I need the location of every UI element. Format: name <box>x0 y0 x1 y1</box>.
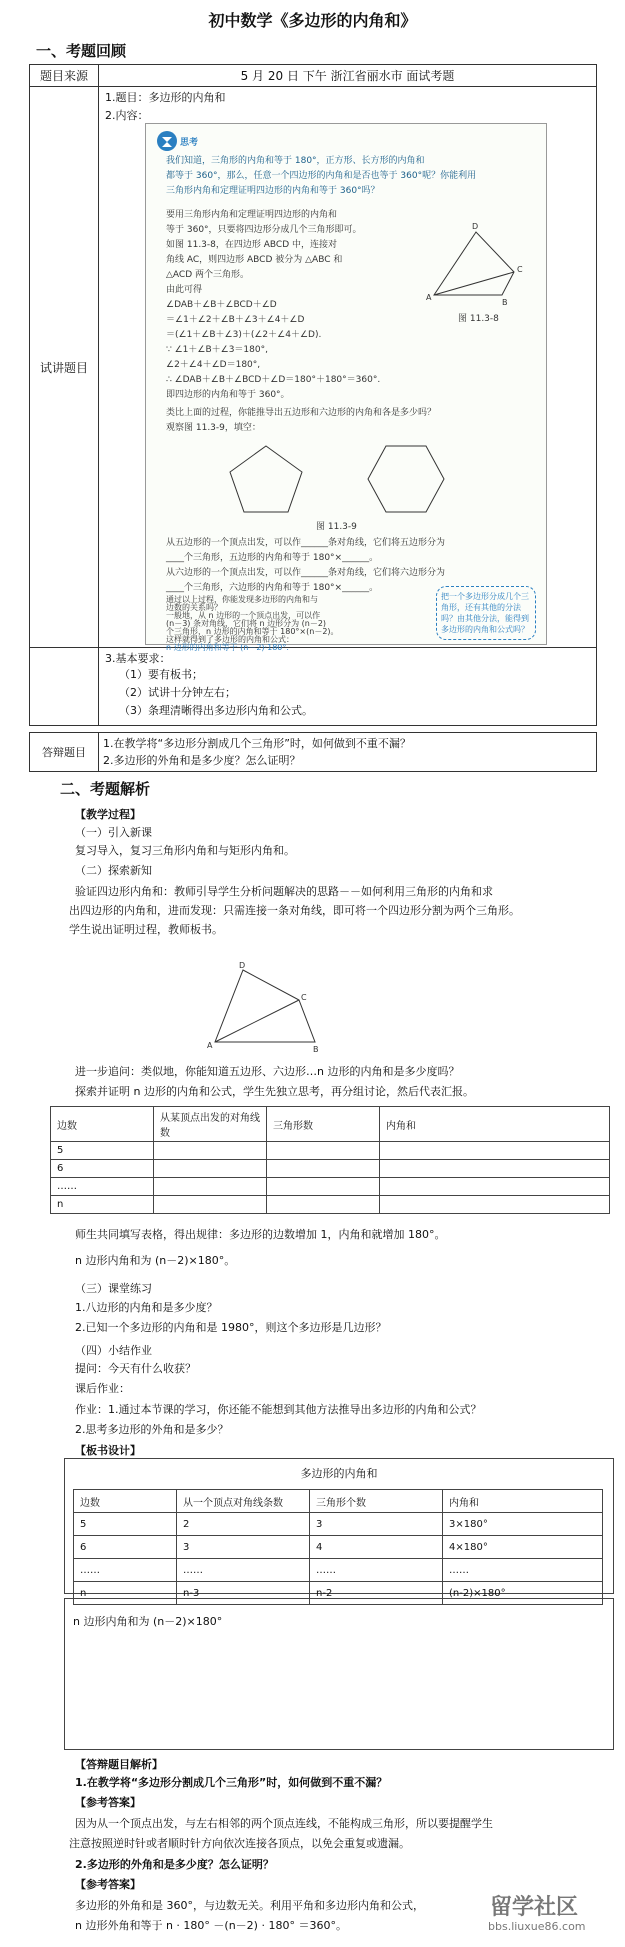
ref-label-2: 【参考答案】 <box>75 1878 141 1891</box>
svg-text:D: D <box>239 961 246 970</box>
table-cell: n <box>74 1582 177 1605</box>
answer-q1: 1.在教学将“多边形分割成几个三角形”时，如何做到不重不漏？ <box>75 1776 388 1789</box>
textbook-excerpt <box>145 123 547 652</box>
table-cell: 4×180° <box>443 1536 603 1559</box>
table-row <box>74 1490 603 1513</box>
book-line: 由此可得 <box>166 285 203 295</box>
board-heading: 【板书设计】 <box>75 1444 141 1457</box>
text-line: 作业：1.通过本节课的学习，你还能不能想到其他方法推导出多边形的内角和公式？ <box>75 1403 482 1416</box>
book-text-3 <box>166 596 406 652</box>
header-cell: 边数 <box>51 1107 154 1142</box>
header-cell: 边数 <box>74 1490 177 1513</box>
table-cell: (n-2)×180° <box>443 1582 603 1605</box>
table-cell: 3 <box>177 1536 310 1559</box>
ask-text <box>75 1062 474 1102</box>
table-row <box>74 1536 603 1559</box>
text-line: n 边形外角和等于 n · 180° －(n－2) · 180° ＝360°。 <box>75 1919 347 1932</box>
book-line: 角线 AC，则四边形 ABCD 被分为 △ABC 和 <box>166 255 343 265</box>
think-line: 三角形内角和定理证明四边形的内角和等于 360°吗？ <box>166 186 380 196</box>
board-formula-box <box>64 1598 614 1750</box>
svg-text:A: A <box>207 1041 213 1050</box>
hint-bubble: 把一个多边形分成几个三角形，还有其他的分法吗？由其他分法，能得到多边形的内角和公式吗？ <box>436 586 536 640</box>
step-2-text <box>69 882 605 939</box>
table-cell: n <box>51 1196 154 1214</box>
think-label: 思考 <box>180 138 199 148</box>
fill-text: 师生共同填写表格，得出规律：多边形的边数增加 1，内角和就增加 180°。 <box>75 1228 446 1241</box>
text-line: 多边形的外角和是 360°，与边数无关。利用平角和多边形内角和公式， <box>75 1899 424 1912</box>
pentagon-figure <box>226 442 306 517</box>
table-cell: …… <box>310 1559 443 1582</box>
book-line: 等于 360°，只要将四边形分成几个三角形即可。 <box>166 225 362 235</box>
book-line: 边数的关系吗？ <box>166 603 222 612</box>
svg-text:D: D <box>472 222 479 231</box>
section-2-heading: 二、考题解析 <box>60 780 151 798</box>
book-line: △ACD 两个三角形。 <box>166 270 249 280</box>
header-cell: 内角和 <box>443 1490 603 1513</box>
step-2-heading: （二）探索新知 <box>75 864 152 877</box>
homework <box>75 1400 482 1440</box>
step-3-items <box>75 1298 386 1338</box>
step-4-question: 提问：今天有什么收获？ <box>75 1362 196 1375</box>
think-line: 我们知道，三角形的内角和等于 180°，正方形、长方形的内角和 <box>166 156 425 166</box>
fig2-caption: 图 11.3-9 <box>316 522 357 532</box>
header-cell: 内角和 <box>380 1107 610 1142</box>
fig-caption: 图 11.3-8 <box>458 314 499 324</box>
svg-text:C: C <box>301 993 307 1002</box>
svg-text:B: B <box>502 298 508 307</box>
book-line: 通过以上过程，你能发现多边形的内角和与 <box>166 595 318 604</box>
text-line: 2.思考多边形的外角和是多少？ <box>75 1423 229 1436</box>
book-line: 要用三角形内角和定理证明四边形的内角和 <box>166 210 338 220</box>
table-cell: 4 <box>310 1536 443 1559</box>
book-line: ＝(∠1＋∠B＋∠3)＋(∠2＋∠4＋∠D). <box>166 330 322 340</box>
table-row <box>51 1160 610 1178</box>
defense-label: 答辩题目 <box>30 733 99 772</box>
table-cell: 3 <box>310 1513 443 1536</box>
q2: 2.内容： <box>105 109 149 122</box>
table-cell: 2 <box>177 1513 310 1536</box>
header-cell: 三角形个数 <box>310 1490 443 1513</box>
table-cell: 5 <box>74 1513 177 1536</box>
book-line: ∠2＋∠4＋∠D＝180°, <box>166 360 261 370</box>
svg-text:B: B <box>313 1045 319 1052</box>
watermark-logo: 留学社区 <box>490 1895 579 1920</box>
watermark-url: bbs.liuxue86.com <box>488 1920 586 1933</box>
req-2: （2）试讲十分钟左右； <box>119 686 236 699</box>
book-line: 从六边形的一个顶点出发，可以作______条对角线，它们将六边形分为 <box>166 568 446 578</box>
book-line: (n－3) 条对角线，它们将 n 边形分为 (n－2) <box>166 619 327 628</box>
think-line: 都等于 360°，那么，任意一个四边形的内角和是否也等于 360°呢？你能利用 <box>166 171 477 181</box>
book-line: ∠DAB＋∠B＋∠BCD＋∠D <box>166 300 277 310</box>
step-1-text: 复习导入，复习三角形内角和与矩形内角和。 <box>75 844 295 857</box>
board-table <box>73 1489 603 1605</box>
svg-text:C: C <box>517 265 523 274</box>
table-row <box>51 1142 610 1160</box>
book-line: ____个三角形，五边形的内角和等于 180°×______。 <box>166 553 379 563</box>
text-line: 进一步追问：类似地，你能知道五边形、六边形…n 边形的内角和是多少度吗？ <box>75 1065 460 1078</box>
book-line: 这样就得到了多边形的内角和公式： <box>166 635 294 644</box>
defense-q1: 1.在教学将“多边形分割成几个三角形”时，如何做到不重不漏？ <box>103 737 411 750</box>
board-box <box>64 1458 614 1599</box>
think-text <box>166 154 536 199</box>
defense-table <box>29 732 597 772</box>
book-line: 一般地，从 n 边形的一个顶点出发，可以作 <box>166 611 321 620</box>
formula-text: n 边形内角和为 (n－2)×180°。 <box>75 1254 236 1267</box>
book-line: 类比上面的过程，你能推导出五边形和六边形的内角和各是多少吗？ <box>166 408 437 418</box>
book-text-1 <box>166 208 426 403</box>
req-1: （1）要有板书； <box>119 668 203 681</box>
think-icon <box>156 130 178 152</box>
table-cell: 6 <box>74 1536 177 1559</box>
answer-2-text <box>75 1896 424 1936</box>
board-formula: n 边形内角和为 (n－2)×180° <box>73 1615 223 1628</box>
source-label: 题目来源 <box>30 65 99 87</box>
text-line: 1.八边形的内角和是多少度？ <box>75 1301 218 1314</box>
defense-q2: 2.多边形的外角和是多少度？怎么证明？ <box>103 754 301 767</box>
table-cell: …… <box>74 1559 177 1582</box>
text-line: 因为从一个顶点出发，与左右相邻的两个顶点连线，不能构成三角形，所以要提醒学生 <box>75 1817 493 1830</box>
book-line: 如图 11.3-8，在四边形 ABCD 中，连接对 <box>166 240 337 250</box>
book-text-1b <box>166 406 541 436</box>
text-line: 注意按照逆时针或者顺时针方向依次连接各顶点，以免会重复或遗漏。 <box>69 1837 410 1850</box>
table-cell: 6 <box>51 1160 154 1178</box>
text-line: 验证四边形内角和：教师引导学生分析问题解决的思路－－如何利用三角形的内角和求 <box>75 885 493 898</box>
table-cell: 5 <box>51 1142 154 1160</box>
answer-q2: 2.多边形的外角和是多少度？怎么证明？ <box>75 1858 274 1871</box>
section-1-heading: 一、考题回顾 <box>36 42 127 60</box>
text-line: 出四边形的内角和，进而发现：只需连接一条对角线，即可将一个四边形分割为两个三角形。 <box>69 904 520 917</box>
req-3: （3）条理清晰得出多边形内角和公式。 <box>119 704 313 717</box>
homework-label: 课后作业： <box>75 1382 130 1395</box>
source-value: 5 月 20 日 下午 浙江省丽水市 面试考题 <box>99 65 597 87</box>
text-line: 2.已知一个多边形的内角和是 1980°，则这个多边形是几边形？ <box>75 1321 387 1334</box>
table-row <box>51 1178 610 1196</box>
ref-label-1: 【参考答案】 <box>75 1796 141 1809</box>
step-1-heading: （一）引入新课 <box>75 826 152 839</box>
page-title: 初中数学《多边形的内角和》 <box>208 11 417 30</box>
header-cell: 从一个顶点对角线条数 <box>177 1490 310 1513</box>
answers-heading: 【答辩题目解析】 <box>75 1758 163 1771</box>
book-line: ＝∠1＋∠2＋∠B＋∠3＋∠4＋∠D <box>166 315 305 325</box>
answer-1-text <box>69 1814 493 1854</box>
book-line: n 边形的内角和等于 (n－2)·180°. <box>166 643 289 652</box>
table-row <box>51 1196 610 1214</box>
book-line: ____个三角形，六边形的内角和等于 180°×______。 <box>166 583 379 593</box>
exam-table <box>29 64 597 726</box>
board-title: 多边形的内角和 <box>300 1467 378 1480</box>
step-3-heading: （三）课堂练习 <box>75 1282 152 1295</box>
text-line: 探索并证明 n 边形的内角和公式，学生先独立思考，再分组讨论，然后代表汇报。 <box>75 1085 474 1098</box>
book-line: ∴ ∠DAB＋∠B＋∠BCD＋∠D＝180°＋180°＝360°. <box>166 375 381 385</box>
header-cell: 三角形数 <box>267 1107 380 1142</box>
book-line: 观察图 11.3-9，填空： <box>166 423 261 433</box>
book-line: ∵ ∠1＋∠B＋∠3＝180°, <box>166 345 268 355</box>
process-heading: 【教学过程】 <box>75 808 141 821</box>
book-line: 个三角形，n 边形的内角和等于 180°×(n－2)。 <box>166 627 339 636</box>
table-cell: n-3 <box>177 1582 310 1605</box>
step-4-heading: （四）小结作业 <box>75 1344 152 1357</box>
discovery-table <box>50 1106 610 1214</box>
table-row <box>74 1559 603 1582</box>
table-row <box>74 1513 603 1536</box>
quadrilateral-figure <box>424 220 534 310</box>
book-line: 即四边形的内角和等于 360°。 <box>166 390 290 400</box>
hexagon-figure <box>364 442 448 517</box>
header-cell: 从某顶点出发的对角线数 <box>154 1107 267 1142</box>
table-cell: …… <box>51 1178 154 1196</box>
q1: 1.题目：多边形的内角和 <box>105 91 226 104</box>
table-cell: 3×180° <box>443 1513 603 1536</box>
trial-label: 试讲题目 <box>30 87 99 648</box>
requirements-heading: 3.基本要求： <box>105 652 171 665</box>
svg-text:A: A <box>426 293 432 302</box>
table-cell: …… <box>443 1559 603 1582</box>
text-line: 学生说出证明过程，教师板书。 <box>69 923 223 936</box>
quadrilateral-figure-2 <box>205 960 325 1052</box>
table-cell: n-2 <box>310 1582 443 1605</box>
table-cell: …… <box>177 1559 310 1582</box>
book-line: 从五边形的一个顶点出发，可以作______条对角线，它们将五边形分为 <box>166 538 446 548</box>
